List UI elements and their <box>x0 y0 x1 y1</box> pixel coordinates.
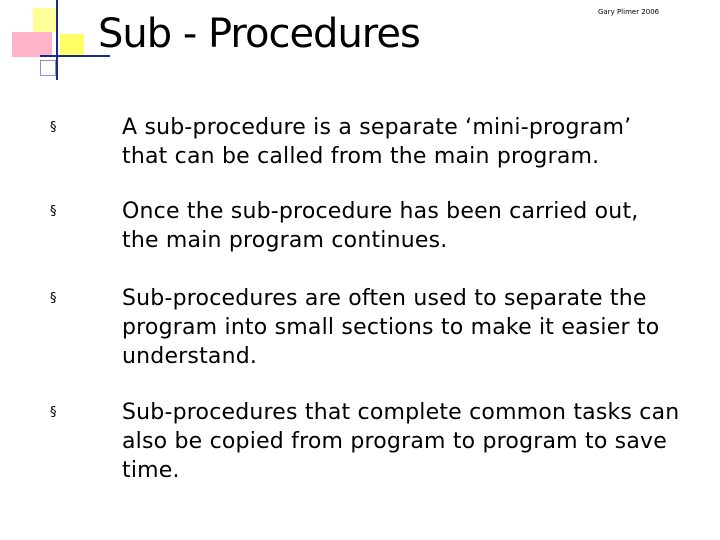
bullet-marker: § <box>50 291 57 306</box>
bullet-marker: § <box>50 204 57 219</box>
bullet-text: Once the sub-procedure has been carried out, the main program continues. <box>122 199 639 253</box>
decor-blue-outline-square <box>40 60 56 76</box>
bullet-text: Sub-procedures are often used to separate the program into small sections to make it easier to understand. <box>122 286 660 369</box>
decor-yellow-square-small <box>60 34 84 56</box>
decor-pink-square <box>12 32 52 57</box>
decor-vertical-line <box>56 0 58 80</box>
bullet-marker: § <box>50 120 57 135</box>
decor-yellow-square <box>33 8 57 32</box>
slide-title: Sub - Procedures <box>98 11 420 57</box>
author-credit: Gary Plimer 2006 <box>598 8 660 16</box>
bullet-marker: § <box>50 405 57 420</box>
bullet-text: Sub-procedures that complete common tasks can also be copied from program to program to save time. <box>122 400 680 483</box>
bullet-text: A sub-procedure is a separate ‘mini-program’ that can be called from the main program. <box>122 115 632 169</box>
